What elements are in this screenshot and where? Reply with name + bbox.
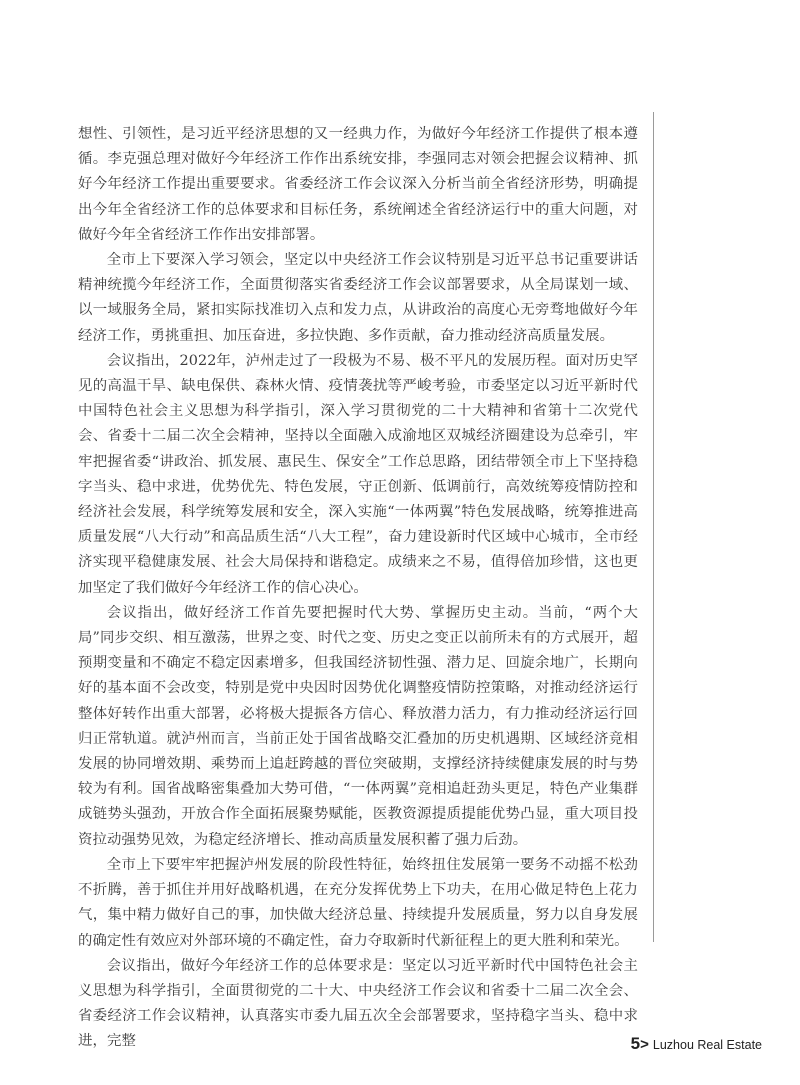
paragraph-1: 想性、引领性，是习近平经济思想的又一经典力作，为做好今年经济工作提供了根本遵循。李克强总理对做好今年经济工作作出系统安排，李强同志对领会把握会议精神、抓好今年经济工作提出重要要求。省委经济工作会议深入分析当前全省经济形势，明确提出今年全省经济工作的总体要求和目标任务，系统阐述全省经济运行中的重大问题，对做好今年全省经济工作作出安排部署。 xyxy=(78,126,638,243)
page-arrow-glyph: > xyxy=(640,1036,649,1053)
paragraph-5: 全市上下要牢牢把握泸州发展的阶段性特征，始终扭住发展第一要务不动摇不松劲不折腾，善于抓住并用好战略机遇，在充分发挥优势上下功夫，在用心做足特色上花力气，集中精力做好自己的事，加快做大经济总量、持续提升发展质量，努力以自身发展的确定性有效应对外部环境的不确定性，奋力夺取新时代新征程上的更大胜利和荣光。 xyxy=(78,856,638,949)
paragraph-4: 会议指出，做好经济工作首先要把握时代大势、掌握历史主动。当前，“两个大局”同步交织、相互激荡，世界之变、时代之变、历史之变正以前所未有的方式展开，超预期变量和不确定不稳定因素增多，但我国经济韧性强、潜力足、回旋余地广，长期向好的基本面不会改变，特别是党中央因时因势优化调整疫情防控策略，对推动经济运行整体好转作出重大部署，必将极大提振各方信心、释放潜力活力，有力推动经济运行回归正常轨道。就泸州而言，当前正处于国省战略交汇叠加的历史机遇期、区域经济竞相发展的协同增效期、乘势而上追赶跨越的晋位突破期，支撑经济持续健康发展的时与势较为有利。国省战略密集叠加大势可借，“一体两翼”竞相追赶劲头更足，特色产业集群成链势头强劲，开放合作全面拓展聚势赋能，医教资源提质提能优势凸显，重大项目投资拉动强势见效，为稳定经济增长、推动高质量发展积蓄了强力后劲。 xyxy=(78,604,638,848)
page-number: 5 xyxy=(630,1034,641,1053)
paragraph-3: 会议指出，2022年，泸州走过了一段极为不易、极不平凡的发展历程。面对历史罕见的高温干旱、缺电保供、森林火情、疫情袭扰等严峻考验，市委坚定以习近平新时代中国特色社会主义思想为科学指引，深入学习贯彻党的二十大精神和省第十二次党代会、省委十二届二次全会精神，坚持以全面融入成渝地区双城经济圈建设为总牵引，牢牢把握省委“讲政治、抓发展、惠民生、保安全”工作总思路，团结带领全市上下坚持稳字当头、稳中求进，优势优先、特色发展，守正创新、低调前行，高效统筹疫情防控和经济社会发展，科学统筹发展和安全，深入实施“一体两翼”特色发展战略，统筹推进高质量发展“八大行动”和高品质生活“八大工程”，奋力建设新时代区域中心城市，全市经济实现平稳健康发展、社会大局保持和谐稳定。成绩来之不易，值得倍加珍惜，这也更加坚定了我们做好今年经济工作的信心决心。 xyxy=(78,352,638,596)
article-body xyxy=(78,122,641,1055)
margin-divider-line xyxy=(653,112,654,942)
paragraph-2: 全市上下要深入学习领会，坚定以中央经济工作会议特别是习近平总书记重要讲话精神统揽今年经济工作，全面贯彻落实省委经济工作会议部署要求，从全局谋划一域、以一域服务全局，紧扣实际找准切入点和发力点，从讲政治的高度心无旁骛地做好今年经济工作，勇挑重担、加压奋进，多拉快跑、多作贡献，奋力推动经济高质量发展。 xyxy=(78,252,638,344)
paragraph-6: 会议指出，做好今年经济工作的总体要求是：坚定以习近平新时代中国特色社会主义思想为科学指引，全面贯彻党的二十大、中央经济工作会议和省委十二届二次全会、省委经济工作会议精神，认真落实市委九届五次全会部署要求，坚持稳字当头、稳中求进，完整 xyxy=(78,957,638,1050)
publication-name: Luzhou Real Estate xyxy=(652,1038,762,1052)
page-footer xyxy=(631,1034,762,1054)
